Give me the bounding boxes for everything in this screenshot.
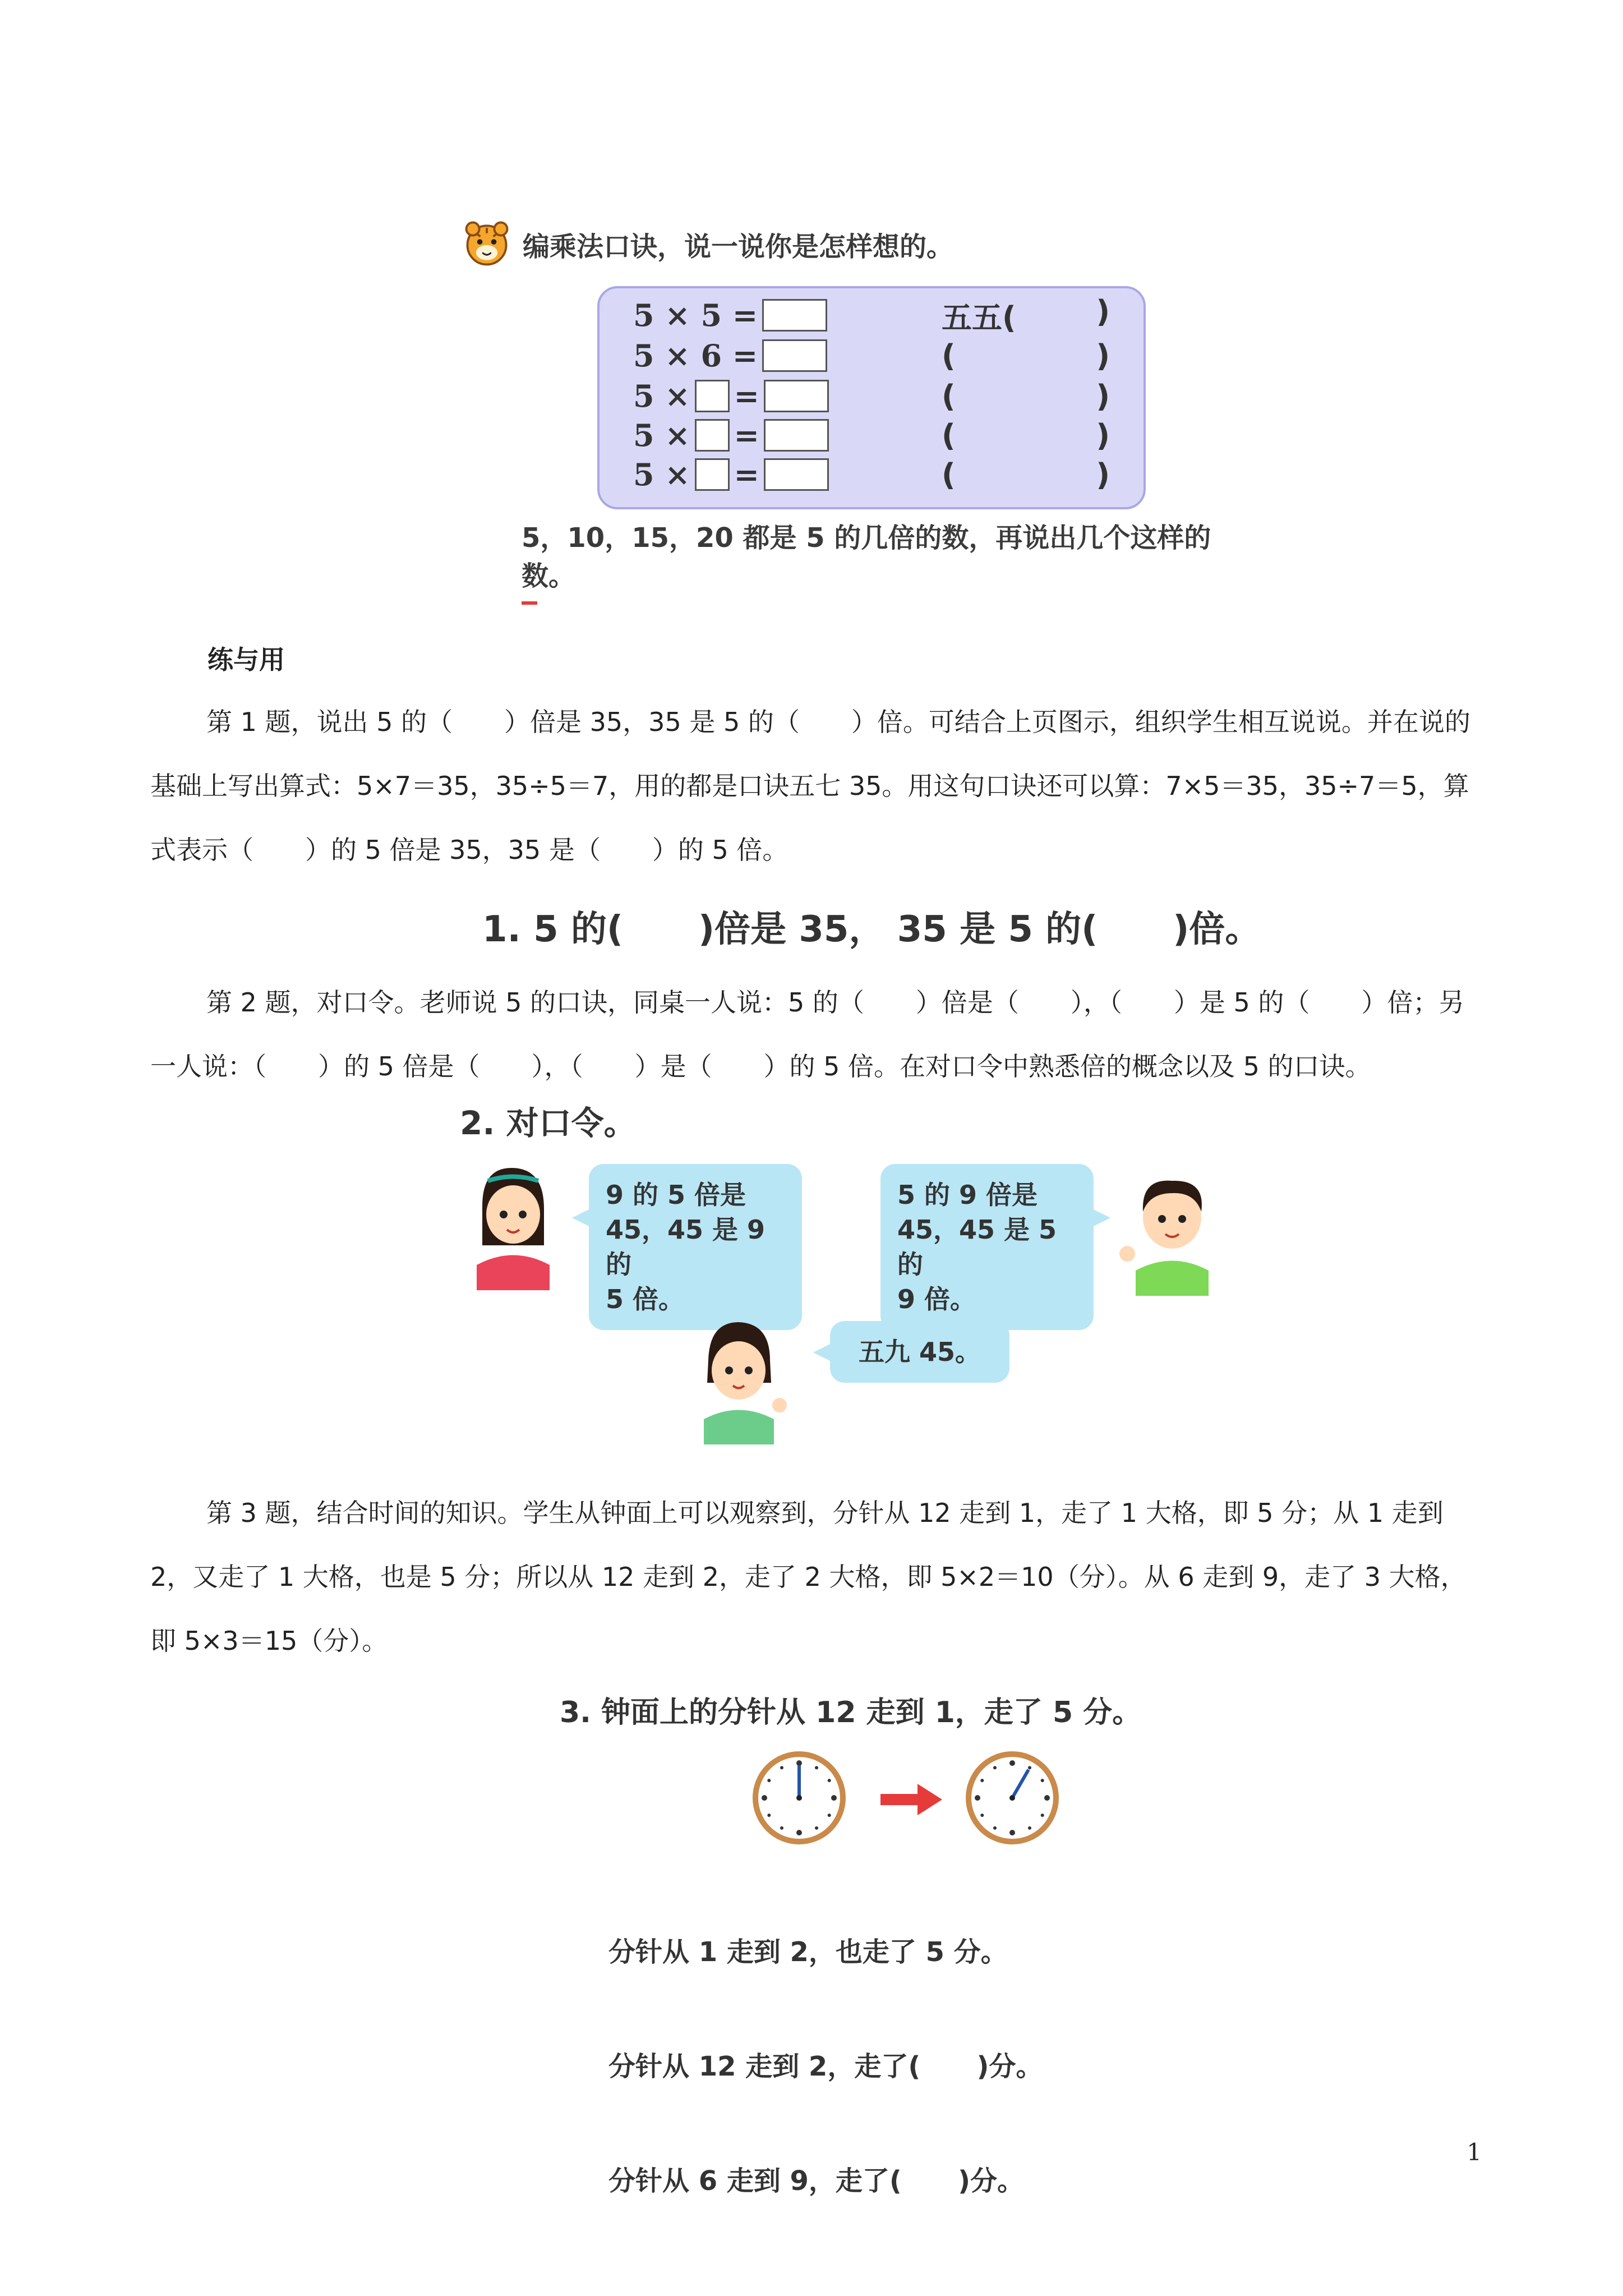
- figure-clock: [550, 1688, 1166, 2197]
- equals-sign: =: [734, 378, 759, 414]
- clock-tick: [796, 1830, 802, 1835]
- figure1-outro: 5，10，15，20 都是 5 的几倍的数，再说出几个这样的数。: [522, 522, 1211, 592]
- equals-sign: =: [732, 297, 758, 333]
- equals-sign: =: [734, 457, 759, 493]
- clock-tick: [1041, 1814, 1044, 1817]
- paragraph-3: 第 3 题，结合时间的知识。学生从钟面上可以观察到，分针从 12 走到 1，走了 1 大格，即 5 分；从 1 走到 2，又走了 1 大格，也是 5 分；所以从 12 走到 2，走了 2 大格，即 5×2＝10（分）。从 6 走到 9，走了 3 大格，即 5×3＝15（分）。: [150, 1498, 1467, 1656]
- clock-line: 分针从 1 走到 2，也走了 5 分。: [608, 1936, 1008, 1968]
- arrow-right-icon: [880, 1784, 942, 1815]
- factor-a: 5: [633, 297, 654, 333]
- figure4-title: 3. 钟面上的分针从 12 走到 1，走了 5 分。: [560, 1696, 1142, 1729]
- clock-tick: [796, 1760, 802, 1766]
- factor-box[interactable]: [695, 458, 730, 491]
- answer-box[interactable]: [764, 419, 829, 452]
- rhyme-close: ): [1096, 338, 1110, 374]
- answer-box[interactable]: [764, 380, 829, 412]
- times-sign: ×: [665, 417, 690, 453]
- times-sign: ×: [665, 338, 690, 374]
- clock-tick: [767, 1814, 771, 1817]
- clock-tick: [828, 1814, 831, 1817]
- rhyme-open: (: [942, 378, 956, 414]
- figure-oral-drill: [449, 1097, 1256, 1461]
- bubble-line: 9 倍。: [897, 1284, 976, 1314]
- rhyme-open: (: [942, 338, 956, 374]
- clock-tick: [980, 1814, 984, 1817]
- clock-tick: [980, 1779, 984, 1782]
- figure1-intro: [460, 213, 953, 275]
- figure1-intro-text: 编乘法口诀，说一说你是怎样想的。: [523, 231, 954, 263]
- bubble-line: 9 的 5 倍是: [606, 1180, 746, 1210]
- bubble-line: 45，45 是 9 的: [606, 1214, 766, 1280]
- clock-tick: [815, 1766, 818, 1769]
- table-row: [600, 293, 1144, 335]
- red-marker: [522, 601, 537, 605]
- clock-start-icon: [751, 1750, 847, 1846]
- answer-box[interactable]: [762, 339, 827, 372]
- bubble-line: 5 倍。: [606, 1284, 685, 1314]
- factor-a: 5: [633, 457, 654, 493]
- clock-line: 分针从 12 走到 2，走了( )分。: [608, 2051, 1043, 2082]
- answer-box[interactable]: [762, 299, 827, 332]
- equals-sign: =: [734, 417, 759, 453]
- clock-tick: [1041, 1779, 1044, 1782]
- factor-a: 5: [633, 417, 654, 453]
- speech-bubble-left: [589, 1164, 802, 1330]
- factor-b: 6: [700, 338, 722, 374]
- clock-tick: [828, 1779, 831, 1782]
- clock-tick: [975, 1795, 980, 1801]
- rhyme-open: 五五(: [942, 300, 1016, 335]
- clock-tick: [780, 1766, 783, 1769]
- clock-tick: [1009, 1830, 1015, 1835]
- figure3-title: 2. 对口令。: [460, 1104, 637, 1142]
- bubble-line: 45，45 是 5 的: [897, 1214, 1057, 1280]
- rhyme-open: (: [942, 457, 956, 493]
- figure-multiplication-table: [460, 213, 1234, 617]
- figure4-lines: [608, 1857, 1043, 2276]
- clock-tick: [762, 1795, 767, 1801]
- clock-tick: [767, 1779, 771, 1782]
- clock-tick: [1028, 1766, 1031, 1769]
- rhyme-close: ): [1096, 293, 1110, 329]
- factor-a: 5: [633, 338, 654, 374]
- times-sign: ×: [665, 457, 690, 493]
- factor-box[interactable]: [695, 380, 730, 412]
- table-row: [600, 377, 1144, 415]
- answer-box[interactable]: [764, 458, 829, 491]
- rhyme-close: ): [1096, 378, 1110, 414]
- clock-tick: [1028, 1826, 1031, 1830]
- factor-b: 5: [700, 297, 722, 333]
- clock-end-icon: [965, 1750, 1060, 1846]
- multiplication-panel: [597, 286, 1146, 509]
- bubble-line: 五九 45。: [858, 1337, 981, 1367]
- clock-tick: [815, 1826, 818, 1830]
- clock-tick: [993, 1766, 997, 1769]
- clock-tick: [780, 1826, 783, 1830]
- bubble-line: 5 的 9 倍是: [897, 1180, 1038, 1210]
- page-number: 1: [1467, 2138, 1482, 2166]
- speech-bubble-bottom: [830, 1321, 1009, 1383]
- clock-line: 分针从 6 走到 9，走了( )分。: [608, 2165, 1025, 2197]
- times-sign: ×: [665, 297, 690, 333]
- paragraph-2: 第 2 题，对口令。老师说 5 的口诀，同桌一人说：5 的（ ）倍是（ ），（ ）是 5 的（ ）倍；另一人说：（ ）的 5 倍是（ ），（ ）是（ ）的 5 倍。在对口令中熟悉倍的概念以及 5 的口诀。: [150, 987, 1465, 1082]
- clock-tick: [993, 1826, 997, 1830]
- figure-question-1: 1. 5 的( )倍是 35， 35 是 5 的( )倍。: [482, 909, 1261, 950]
- speech-bubble-right: [880, 1164, 1094, 1330]
- rhyme-close: ): [1096, 417, 1110, 453]
- rhyme-close: ): [1096, 457, 1110, 493]
- paragraph-1: 第 1 题，说出 5 的（ ）倍是 35，35 是 5 的（ ）倍。可结合上页图示，组织学生相互说说。并在说的基础上写出算式：5×7＝35，35÷5＝7，用的都是口诀五七 35。用这句口诀还可以算：7×5＝35，35÷7＝5，算式表示（ ）的 5 倍是 35，35 是（ ）的 5 倍。: [150, 707, 1470, 865]
- clock-tick: [831, 1795, 837, 1801]
- section-heading: 练与用: [208, 645, 285, 675]
- table-row: [600, 455, 1144, 494]
- tiger-mascot-icon: [460, 217, 514, 271]
- boy-avatar-icon: [1116, 1164, 1223, 1296]
- times-sign: ×: [665, 378, 690, 414]
- table-row: [600, 337, 1144, 375]
- clock-tick: [1044, 1795, 1050, 1801]
- clock-tick: [1009, 1760, 1015, 1766]
- equals-sign: =: [732, 338, 758, 374]
- rhyme-open: (: [942, 417, 956, 453]
- table-row: [600, 416, 1144, 454]
- factor-a: 5: [633, 378, 654, 414]
- girl-avatar-icon: [687, 1315, 788, 1444]
- factor-box[interactable]: [695, 419, 730, 452]
- girl-avatar-icon: [460, 1161, 561, 1290]
